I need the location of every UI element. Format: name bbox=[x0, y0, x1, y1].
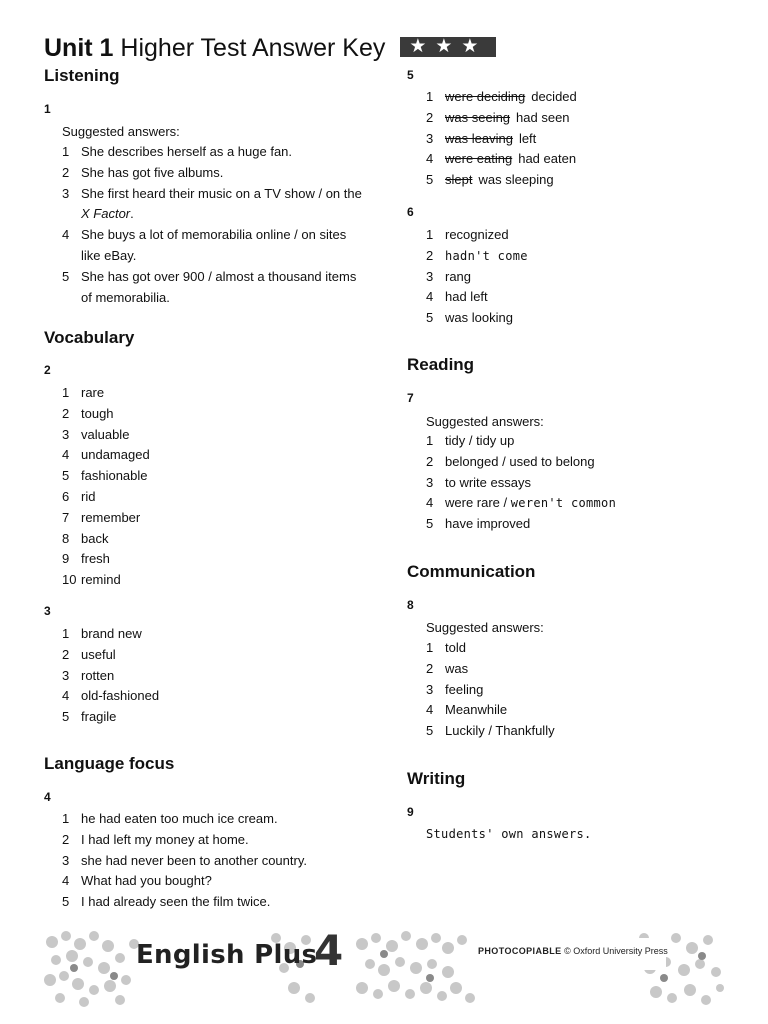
q8-note: Suggested answers: bbox=[426, 620, 544, 635]
list-item: 3 to write essays bbox=[426, 474, 531, 490]
list-item: 2 I had left my money at home. bbox=[62, 831, 249, 847]
list-item: 2 belonged / used to belong bbox=[426, 453, 595, 469]
list-item: 3 She first heard their music on a TV show / on the bbox=[62, 185, 362, 201]
list-item: 4 were rare / weren't common bbox=[426, 495, 617, 511]
q7-note: Suggested answers: bbox=[426, 414, 544, 429]
list-item: 5 fragile bbox=[62, 709, 117, 725]
list-item: 2 was bbox=[426, 660, 469, 676]
question-number-9: 9 bbox=[407, 805, 414, 819]
q3-answer-list bbox=[62, 624, 362, 728]
brand-level-number: 4 bbox=[314, 926, 344, 975]
list-item: 1 were deciding decided bbox=[426, 89, 577, 104]
question-number-3: 3 bbox=[44, 604, 51, 618]
difficulty-stars-badge: ★★★ bbox=[400, 37, 496, 57]
list-item: 4 She buys a lot of memorabilia online / on sites bbox=[62, 227, 347, 243]
list-item: 2 She has got five albums. bbox=[62, 164, 224, 180]
list-item: 2 was seeing had seen bbox=[426, 109, 570, 125]
list-item: 3 rang bbox=[426, 268, 472, 284]
list-item: 4 were eating had eaten bbox=[426, 151, 577, 167]
question-number-8: 8 bbox=[407, 598, 414, 612]
list-item: 1 tidy / tidy up bbox=[426, 433, 515, 448]
q9-note: Students' own answers. bbox=[426, 827, 592, 841]
title-text: Higher Test Answer Key bbox=[120, 34, 386, 62]
brand-logo-text: English Plus bbox=[136, 940, 318, 970]
list-item: 4 undamaged bbox=[62, 447, 150, 463]
struck-text: was seeing bbox=[445, 109, 511, 125]
list-item: 3 was leaving left bbox=[426, 130, 537, 146]
copyright-text: © Oxford University Press bbox=[564, 946, 668, 956]
q1-answer-list bbox=[62, 142, 392, 308]
list-item: 1 he had eaten too much ice cream. bbox=[62, 811, 278, 826]
list-item-continuation: X Factor. bbox=[81, 206, 134, 222]
list-item: 1 recognized bbox=[426, 227, 509, 242]
question-number-2: 2 bbox=[44, 363, 51, 377]
struck-text: were deciding bbox=[445, 89, 526, 104]
list-item: 4 had left bbox=[426, 289, 488, 305]
list-item: 7 remember bbox=[62, 509, 141, 525]
question-number-4: 4 bbox=[44, 790, 51, 804]
list-item: 5 fashionable bbox=[62, 468, 148, 484]
list-item: 1 She describes herself as a huge fan. bbox=[62, 144, 293, 159]
q4-answer-list bbox=[62, 809, 382, 913]
list-item: 5 I had already seen the film twice. bbox=[62, 894, 271, 910]
list-item: 5 Luckily / Thankfully bbox=[426, 723, 555, 739]
list-item: 5 She has got over 900 / almost a thousand items bbox=[62, 268, 357, 284]
copyright-notice bbox=[478, 946, 668, 956]
list-item: 2 tough bbox=[62, 405, 114, 421]
heading-language-focus: Language focus bbox=[44, 754, 175, 773]
list-item: 2 hadn't come bbox=[426, 247, 528, 263]
list-item: 5 have improved bbox=[426, 516, 531, 532]
list-item: 1 brand new bbox=[62, 626, 142, 641]
struck-text: slept bbox=[445, 172, 473, 188]
list-item: 5 was looking bbox=[426, 310, 513, 326]
list-item: 3 valuable bbox=[62, 426, 130, 442]
q8-answer-list bbox=[426, 638, 726, 742]
list-item: 4 old-fashioned bbox=[62, 688, 160, 704]
question-number-6: 6 bbox=[407, 205, 414, 219]
list-item: 2 useful bbox=[62, 646, 116, 662]
list-item-continuation: like eBay. bbox=[81, 247, 137, 263]
list-item: 10 remind bbox=[62, 572, 121, 588]
list-item: 3 she had never been to another country. bbox=[62, 852, 307, 868]
list-item: 8 back bbox=[62, 530, 109, 546]
list-item: 9 fresh bbox=[62, 551, 110, 567]
q6-answer-list bbox=[426, 225, 726, 329]
heading-reading: Reading bbox=[407, 355, 475, 374]
question-number-7: 7 bbox=[407, 391, 414, 405]
list-item: 3 feeling bbox=[426, 681, 484, 697]
q2-answer-list bbox=[62, 383, 362, 591]
list-item-continuation: of memorabilia. bbox=[81, 289, 170, 305]
list-item: 4 What had you bought? bbox=[62, 873, 212, 889]
question-number-1: 1 bbox=[44, 102, 51, 116]
page-title bbox=[44, 30, 496, 66]
struck-text: were eating bbox=[445, 151, 513, 167]
list-item: 4 Meanwhile bbox=[426, 702, 508, 718]
q7-answer-list bbox=[426, 431, 726, 535]
list-item: 5 slept was sleeping bbox=[426, 172, 554, 188]
list-item: 1 rare bbox=[62, 385, 105, 400]
struck-text: was leaving bbox=[445, 130, 513, 146]
unit-label: Unit 1 bbox=[44, 34, 114, 62]
list-item: 1 told bbox=[426, 640, 466, 655]
heading-vocabulary: Vocabulary bbox=[44, 328, 135, 347]
list-item: 6 rid bbox=[62, 488, 96, 504]
heading-writing: Writing bbox=[407, 769, 466, 788]
heading-listening: Listening bbox=[44, 66, 120, 85]
photocopiable-label: PHOTOCOPIABLE bbox=[478, 946, 562, 956]
question-number-5: 5 bbox=[407, 68, 414, 82]
q5-answer-list bbox=[426, 87, 726, 191]
list-item: 3 rotten bbox=[62, 667, 115, 683]
heading-communication: Communication bbox=[407, 562, 536, 581]
q1-note: Suggested answers: bbox=[62, 124, 180, 139]
